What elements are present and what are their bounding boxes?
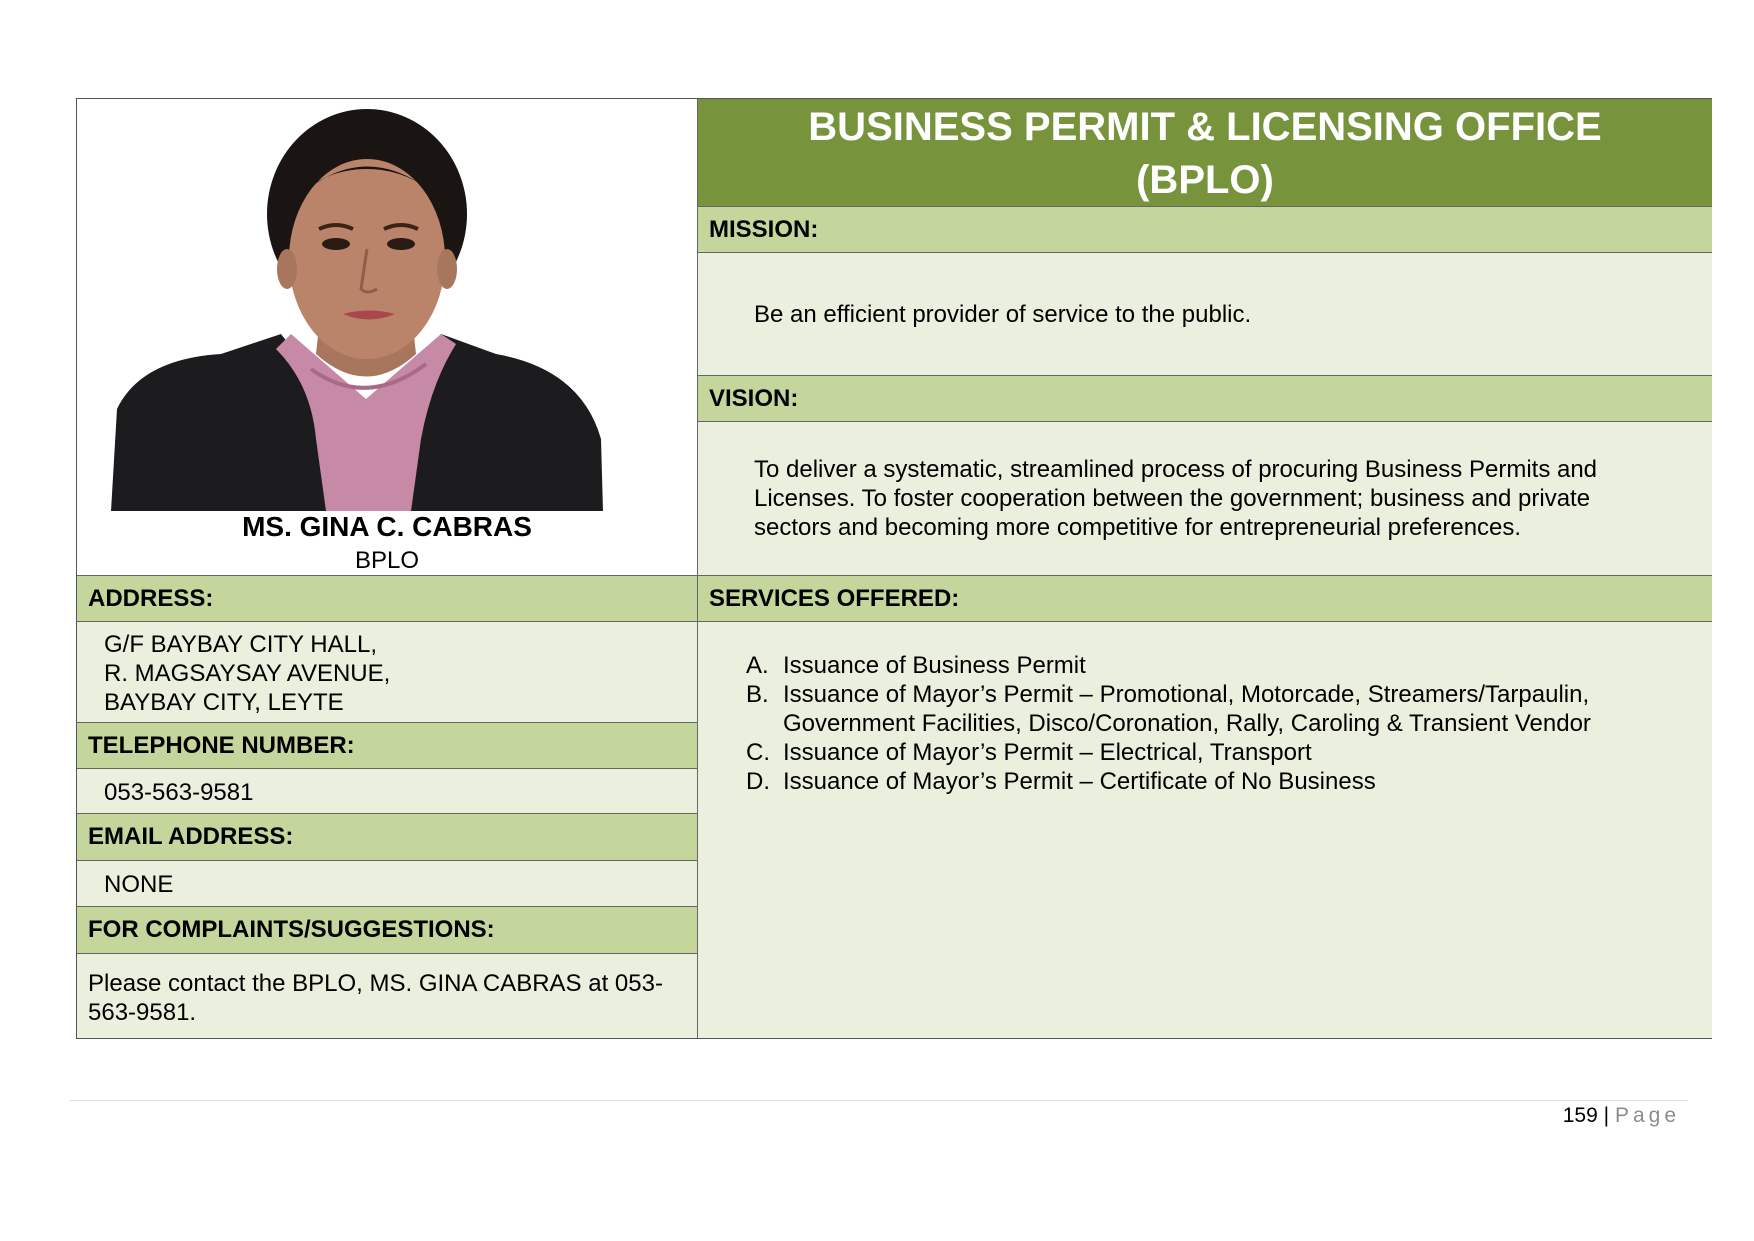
row-divider — [77, 722, 697, 723]
office-profile-table — [76, 98, 1712, 1039]
email-cell — [77, 861, 697, 906]
column-divider — [697, 99, 698, 1038]
telephone-label: TELEPHONE NUMBER: — [77, 723, 697, 768]
complaints-text: Please contact the BPLO, MS. GINA CABRAS at 053-563-9581. — [88, 970, 663, 1026]
person-name: MS. GINA C. CABRAS — [242, 511, 532, 542]
page-word: Page — [1614, 1104, 1680, 1127]
row-divider — [698, 421, 1712, 422]
address-line-3: BAYBAY CITY, LEYTE — [104, 689, 344, 716]
email-value: NONE — [104, 871, 174, 898]
address-line-2: R. MAGSAYSAY AVENUE, — [104, 660, 391, 687]
page-separator: | — [1603, 1104, 1610, 1127]
service-item — [746, 767, 1672, 796]
email-label: EMAIL ADDRESS: — [77, 814, 697, 860]
page-number-value: 159 — [1562, 1104, 1598, 1127]
profile-photo-cell — [77, 99, 697, 575]
service-text: Issuance of Mayor’s Permit – Certificate of No Business — [783, 768, 1376, 795]
office-title — [698, 99, 1712, 206]
address-cell — [77, 622, 697, 722]
services-cell — [698, 622, 1712, 1038]
complaints-label: FOR COMPLAINTS/SUGGESTIONS: — [77, 907, 697, 953]
row-divider — [77, 621, 1712, 622]
row-divider — [77, 953, 697, 954]
mission-text: Be an efficient provider of service to the public. — [754, 301, 1252, 328]
mission-label: MISSION: — [698, 207, 1712, 252]
mission-text-cell — [698, 253, 1712, 375]
row-divider — [77, 768, 697, 769]
row-divider — [698, 375, 1712, 376]
row-divider — [77, 813, 697, 814]
office-title-line2: (BPLO) — [1136, 158, 1274, 202]
address-label: ADDRESS: — [77, 576, 697, 621]
service-letter: A. — [746, 652, 769, 679]
services-label: SERVICES OFFERED: — [698, 576, 1712, 621]
footer-rule — [70, 1100, 1688, 1101]
telephone-value: 053-563-9581 — [104, 779, 254, 806]
service-text: Issuance of Mayor’s Permit – Promotional, Motorcade, Streamers/Tarpaulin, Government Facilities, Disco/Coronation, Rally, Caroling & Transient Vendor — [783, 681, 1591, 737]
vision-text: To deliver a systematic, streamlined process of procuring Business Permits and Licenses. To foster cooperation between the government; business and private sectors and becoming more competitive for entrepreneurial preferences. — [754, 456, 1598, 541]
row-divider — [77, 906, 697, 907]
service-letter: C. — [746, 739, 770, 766]
vision-label: VISION: — [698, 376, 1712, 421]
complaints-cell — [77, 954, 697, 1038]
office-title-line1: BUSINESS PERMIT & LICENSING OFFICE — [808, 105, 1602, 149]
row-divider — [77, 575, 1712, 576]
services-list — [746, 651, 1672, 796]
row-divider — [77, 860, 697, 861]
service-item — [746, 680, 1672, 738]
address-line-1: G/F BAYBAY CITY HALL, — [104, 631, 377, 658]
row-divider — [698, 206, 1712, 207]
telephone-cell — [77, 769, 697, 813]
service-letter: D. — [746, 768, 770, 795]
page-number — [1563, 1104, 1680, 1128]
service-text: Issuance of Mayor’s Permit – Electrical, Transport — [783, 739, 1312, 766]
service-item — [746, 651, 1672, 680]
service-item — [746, 738, 1672, 767]
service-letter: B. — [746, 681, 769, 708]
vision-text-cell — [698, 422, 1712, 575]
person-position: BPLO — [354, 547, 420, 574]
profile-photo — [111, 109, 603, 511]
row-divider — [698, 252, 1712, 253]
service-text: Issuance of Business Permit — [783, 652, 1086, 679]
